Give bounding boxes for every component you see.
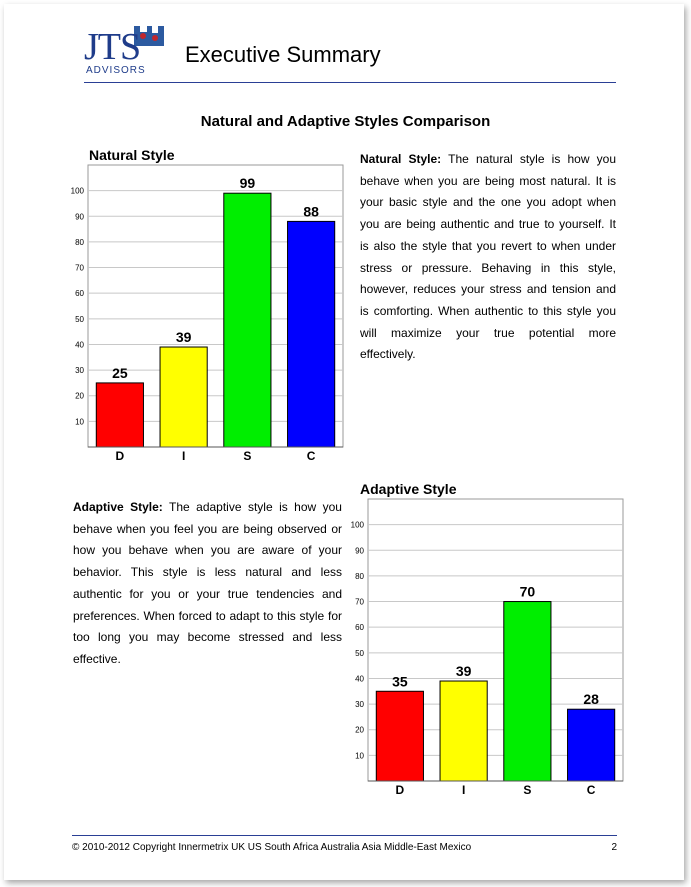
natural-ytick-label: 40 (75, 340, 84, 350)
natural-ytick-label: 70 (75, 263, 84, 273)
natural-bar-d (96, 383, 143, 447)
natural-style-chart (60, 160, 350, 480)
adaptive-category-label-c: C (586, 783, 596, 797)
natural-style-description (360, 149, 616, 366)
adaptive-data-label-s: 70 (519, 583, 536, 600)
adaptive-category-label-d: D (395, 783, 405, 797)
natural-category-label-s: S (243, 449, 252, 463)
natural-bar-s (224, 193, 271, 447)
logo-wordmark: JTS (84, 26, 141, 68)
adaptive-ytick-label: 10 (355, 751, 364, 761)
adaptive-ytick-label: 20 (355, 725, 364, 735)
section-title: Natural and Adaptive Styles Comparison (200, 113, 491, 130)
adaptive-data-label-d: 35 (392, 673, 408, 690)
natural-category-label-i: I (181, 449, 186, 463)
adaptive-bar-c (568, 709, 615, 781)
adaptive-ytick-label: 30 (355, 700, 364, 710)
natural-data-label-c: 88 (303, 203, 319, 220)
copyright-text: © 2010-2012 Copyright Innermetrix UK US South Africa Australia Asia Middle-East Mexico (72, 842, 472, 853)
header-rule (84, 82, 616, 83)
natural-ytick-label: 50 (75, 314, 84, 324)
natural-ytick-label: 30 (75, 366, 84, 376)
adaptive-style-chart (340, 494, 630, 812)
adaptive-style-description (73, 497, 342, 671)
adaptive-ytick-label: 50 (355, 648, 364, 658)
natural-style-body: The natural style is how you behave when you are being most natural. It is your basic style and the one you adopt when you are being authentic and true to yourself. It is also the style that you revert to when under stress or pressure. Behaving in this style, however, reduces your stress and tension and is comforting. When authentic to this style you will maximize your true potential more effectively. (360, 152, 617, 362)
natural-style-label: Natural Style: (360, 152, 442, 166)
company-logo (84, 22, 170, 80)
adaptive-ytick-label: 80 (355, 571, 364, 581)
natural-ytick-label: 10 (75, 417, 84, 427)
adaptive-ytick-label: 60 (355, 623, 364, 633)
adaptive-bar-i (440, 681, 487, 781)
natural-ytick-label: 100 (70, 186, 84, 196)
natural-ytick-label: 60 (75, 289, 84, 299)
natural-ytick-label: 90 (75, 212, 84, 222)
adaptive-category-label-s: S (523, 783, 532, 797)
natural-category-label-d: D (115, 449, 125, 463)
footer-rule (72, 835, 617, 836)
adaptive-style-label: Adaptive Style: (73, 500, 163, 514)
natural-bar-i (160, 347, 207, 447)
adaptive-bar-d (376, 691, 423, 781)
adaptive-bar-s (504, 602, 551, 781)
adaptive-data-label-i: 39 (455, 663, 472, 680)
adaptive-chart-title: Adaptive Style (360, 481, 457, 497)
adaptive-style-body: The adaptive style is how you behave when you feel you are being observed or how you behave when you are aware of your behavior. This style is less natural and less authentic for you or your true tendencies and preferences. When forced to adapt to this style for too long you may become stressed and less effective. (73, 500, 342, 666)
adaptive-ytick-label: 100 (350, 520, 364, 530)
natural-ytick-label: 20 (75, 391, 84, 401)
adaptive-data-label-c: 28 (583, 691, 599, 708)
natural-data-label-s: 99 (239, 175, 256, 192)
adaptive-ytick-label: 40 (355, 674, 364, 684)
logo-subtitle: ADVISORS (86, 65, 146, 76)
natural-data-label-d: 25 (112, 364, 128, 381)
footer (72, 842, 617, 853)
natural-chart-title: Natural Style (89, 147, 175, 163)
page-number: 2 (611, 842, 617, 853)
natural-data-label-i: 39 (175, 329, 192, 346)
adaptive-ytick-label: 90 (355, 546, 364, 556)
natural-category-label-c: C (306, 449, 316, 463)
page-title: Executive Summary (185, 42, 381, 67)
natural-ytick-label: 80 (75, 237, 84, 247)
natural-bar-c (288, 221, 335, 447)
adaptive-category-label-i: I (461, 783, 466, 797)
adaptive-ytick-label: 70 (355, 597, 364, 607)
